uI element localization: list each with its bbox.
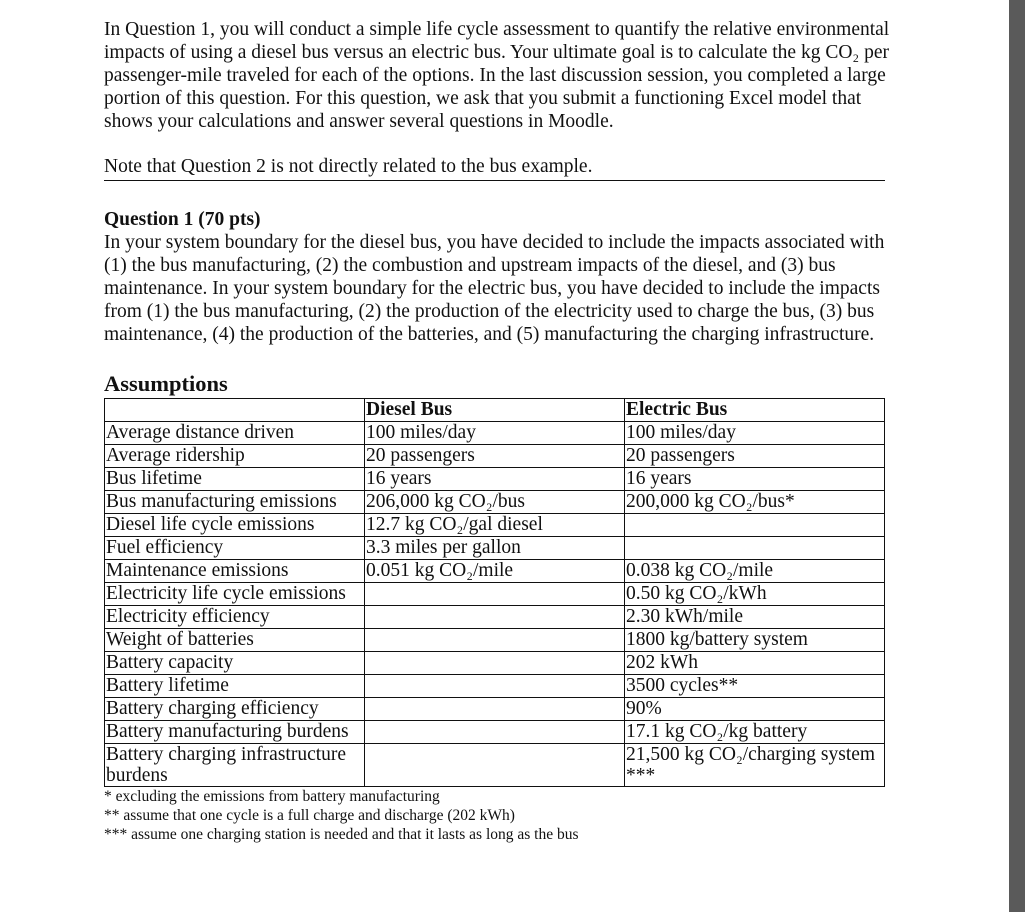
row-label-cell: Electricity life cycle emissions xyxy=(105,583,365,606)
table-header-row xyxy=(105,399,885,422)
row-label-cell: Battery lifetime xyxy=(105,675,365,698)
table-row xyxy=(105,606,885,629)
vertical-scrollbar[interactable] xyxy=(1009,0,1025,912)
table-row xyxy=(105,583,885,606)
diesel-value-cell: 206,000 kg CO₂/bus xyxy=(365,491,625,514)
table-row xyxy=(105,422,885,445)
row-label-cell: Battery charging efficiency xyxy=(105,698,365,721)
electric-value-cell: 100 miles/day xyxy=(625,422,885,445)
header-cell-diesel: Diesel Bus xyxy=(365,399,625,422)
header-cell xyxy=(105,399,365,422)
footnotes xyxy=(104,787,894,844)
electric-value-cell: 2.30 kWh/mile xyxy=(625,606,885,629)
electric-value-cell: 1800 kg/battery system xyxy=(625,629,885,652)
table-row xyxy=(105,744,885,787)
diesel-value-cell xyxy=(365,721,625,744)
diesel-value-cell: 16 years xyxy=(365,468,625,491)
row-label-cell: Average ridership xyxy=(105,445,365,468)
electric-value-cell: 200,000 kg CO₂/bus* xyxy=(625,491,885,514)
row-label-cell: Maintenance emissions xyxy=(105,560,365,583)
electric-value-cell xyxy=(625,537,885,560)
table-row xyxy=(105,652,885,675)
diesel-value-cell: 0.051 kg CO₂/mile xyxy=(365,560,625,583)
electric-value-cell: 90% xyxy=(625,698,885,721)
row-label-cell: Weight of batteries xyxy=(105,629,365,652)
document-page xyxy=(104,18,894,844)
electric-value-cell: 21,500 kg CO₂/charging system *** xyxy=(625,744,885,787)
footnote: *** assume one charging station is needed and that it lasts as long as the bus xyxy=(104,826,579,843)
header-cell-electric: Electric Bus xyxy=(625,399,885,422)
table-row xyxy=(105,675,885,698)
diesel-value-cell: 20 passengers xyxy=(365,445,625,468)
question-1-title: Question 1 (70 pts) xyxy=(104,209,261,230)
row-label-cell: Fuel efficiency xyxy=(105,537,365,560)
table-row xyxy=(105,491,885,514)
diesel-value-cell xyxy=(365,698,625,721)
footnote: ** assume that one cycle is a full charge and discharge (202 kWh) xyxy=(104,807,515,824)
electric-value-cell xyxy=(625,514,885,537)
row-label-cell: Average distance driven xyxy=(105,422,365,445)
diesel-value-cell xyxy=(365,744,625,787)
electric-value-cell: 202 kWh xyxy=(625,652,885,675)
row-label-cell: Electricity efficiency xyxy=(105,606,365,629)
row-label-cell: Battery capacity xyxy=(105,652,365,675)
electric-value-cell: 0.038 kg CO₂/mile xyxy=(625,560,885,583)
row-label-cell: Diesel life cycle emissions xyxy=(105,514,365,537)
table-row xyxy=(105,721,885,744)
table-row xyxy=(105,560,885,583)
assumptions-title: Assumptions xyxy=(104,371,228,396)
row-label-cell: Bus manufacturing emissions xyxy=(105,491,365,514)
table-row xyxy=(105,445,885,468)
table-row xyxy=(105,514,885,537)
question-1-body: In your system boundary for the diesel bus, you have decided to include the impacts associated with (1) the bus manufacturing, (2) the combustion and upstream impacts of the diesel, and (3) bus maintenance. In your system boundary for the electric bus, you have decided to include the impacts from (1) the bus manufacturing, (2) the production of the electricity used to charge the bus, (3) bus maintenance, (4) the production of the batteries, and (5) manufacturing the charging infrastructure. xyxy=(104,232,885,345)
assumptions-table xyxy=(104,398,885,787)
electric-value-cell: 20 passengers xyxy=(625,445,885,468)
note-line: Note that Question 2 is not directly related to the bus example. xyxy=(104,155,885,181)
diesel-value-cell: 12.7 kg CO₂/gal diesel xyxy=(365,514,625,537)
intro-paragraph: In Question 1, you will conduct a simple life cycle assessment to quantify the relative environmental impacts of using a diesel bus versus an electric bus. Your ultimate goal is to calculate the kg CO₂ per passenger-mile traveled for each of the options. In the last discussion session, you completed a large portion of this question. For this question, we ask that you submit a functioning Excel model that shows your calculations and answer several questions in Moodle. xyxy=(104,19,890,132)
table-row xyxy=(105,468,885,491)
row-label-cell: Battery charging infrastructure burdens xyxy=(105,744,365,787)
footnote: * excluding the emissions from battery manufacturing xyxy=(104,788,440,805)
diesel-value-cell xyxy=(365,606,625,629)
row-label-cell: Battery manufacturing burdens xyxy=(105,721,365,744)
diesel-value-cell xyxy=(365,629,625,652)
diesel-value-cell: 100 miles/day xyxy=(365,422,625,445)
table-row xyxy=(105,537,885,560)
table-row xyxy=(105,698,885,721)
electric-value-cell: 17.1 kg CO₂/kg battery xyxy=(625,721,885,744)
table-row xyxy=(105,629,885,652)
diesel-value-cell xyxy=(365,675,625,698)
electric-value-cell: 16 years xyxy=(625,468,885,491)
diesel-value-cell: 3.3 miles per gallon xyxy=(365,537,625,560)
electric-value-cell: 3500 cycles** xyxy=(625,675,885,698)
electric-value-cell: 0.50 kg CO₂/kWh xyxy=(625,583,885,606)
diesel-value-cell xyxy=(365,652,625,675)
diesel-value-cell xyxy=(365,583,625,606)
row-label-cell: Bus lifetime xyxy=(105,468,365,491)
